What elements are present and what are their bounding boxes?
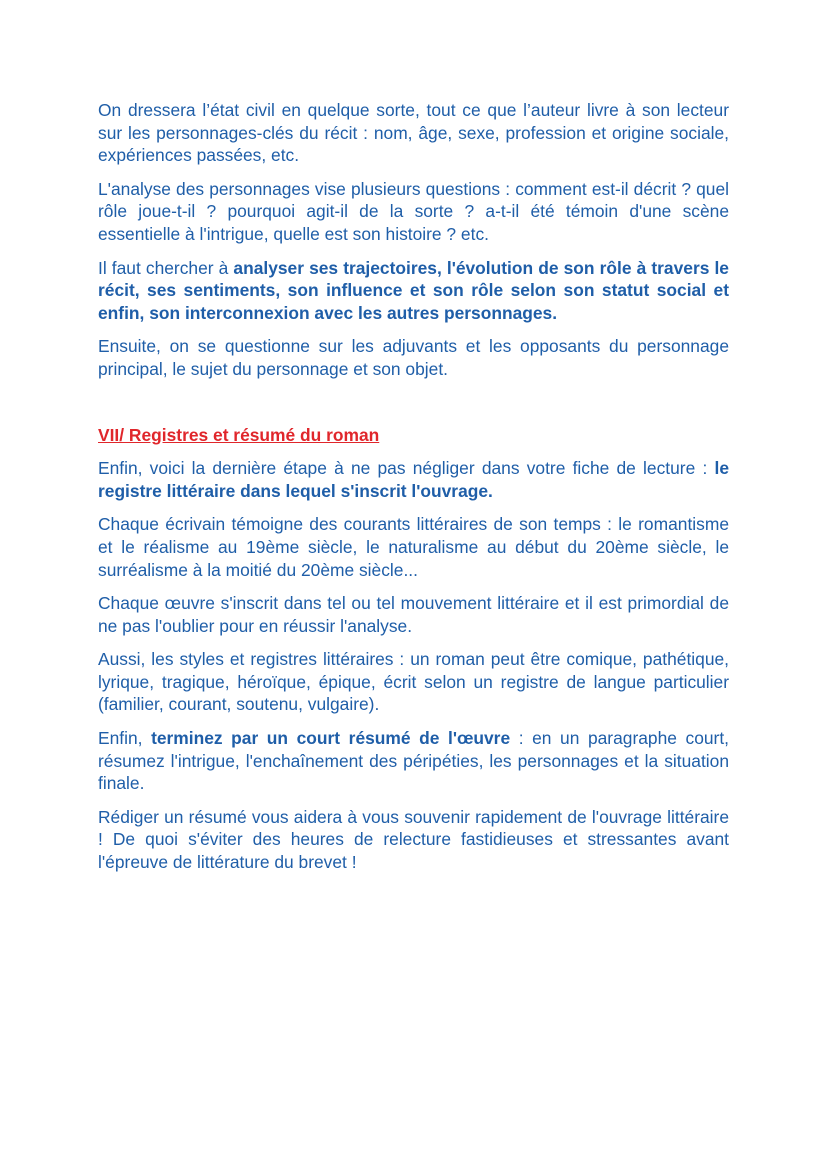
section-heading: VII/ Registres et résumé du roman: [98, 424, 380, 445]
paragraph-analyse-personnages: L'analyse des personnages vise plusieurs questions : comment est-il décrit ? quel rôle joue-t-il ? pourquoi agit-il de la sorte ? a-t-il été témoin d'une scène essentielle à l'intrigue, quelle est son histoire ? etc.: [98, 178, 729, 244]
paragraph-registres: Aussi, les styles et registres littéraires : un roman peut être comique, pathétique, lyrique, tragique, héroïque, épique, écrit selon un registre de langue particulier (familier, courant, soutenu, vulgaire).: [98, 649, 729, 715]
paragraph-courants: Chaque écrivain témoigne des courants littéraires de son temps : le romantisme et le réalisme au 19ème siècle, le naturalisme au début du 20ème siècle, le surréalisme à la moitié du 20ème siècle...: [98, 514, 729, 580]
paragraph-resume: [98, 727, 729, 795]
paragraph-mouvement: Chaque œuvre s'inscrit dans tel ou tel mouvement littéraire et il est primordial de ne pas l'oublier pour en réussir l'analyse.: [98, 593, 729, 636]
paragraph-trajectoires-intro: Il faut chercher à: [98, 257, 234, 278]
paragraph-rediger: Rédiger un résumé vous aidera à vous souvenir rapidement de l'ouvrage littéraire ! De quoi s'éviter des heures de relecture fastidieuses et stressantes avant l'épreuve de littérature du brevet !: [98, 806, 729, 873]
paragraph-derniere-etape-emphasis: le registre littéraire dans lequel s'inscrit l'ouvrage.: [98, 458, 729, 501]
paragraph-trajectoires: [98, 257, 729, 325]
paragraph-trajectoires-emphasis: analyser ses trajectoires, l'évolution de son rôle à travers le récit, ses sentiments, son influence et son rôle selon son statut social et enfin, son interconnexion avec les autres personnages.: [98, 257, 729, 323]
paragraph-resume-emphasis: terminez par un court résumé de l'œuvre: [151, 728, 511, 749]
paragraph-resume-rest: : en un paragraphe court, résumez l'intrigue, l'enchaînement des péripéties, les personnages et la situation finale.: [98, 728, 729, 794]
paragraph-derniere-etape: [98, 457, 729, 502]
paragraph-derniere-etape-intro: Enfin, voici la dernière étape à ne pas négliger dans votre fiche de lecture :: [98, 458, 715, 479]
document-page: [98, 99, 729, 885]
paragraph-adjuvants: Ensuite, on se questionne sur les adjuvants et les opposants du personnage principal, le sujet du personnage et son objet.: [98, 336, 729, 379]
paragraph-resume-intro: Enfin,: [98, 728, 152, 749]
paragraph-etat-civil: On dressera l’état civil en quelque sorte, tout ce que l’auteur livre à son lecteur sur les personnages-clés du récit : nom, âge, sexe, profession et origine sociale, expériences passées, etc.: [98, 100, 729, 166]
